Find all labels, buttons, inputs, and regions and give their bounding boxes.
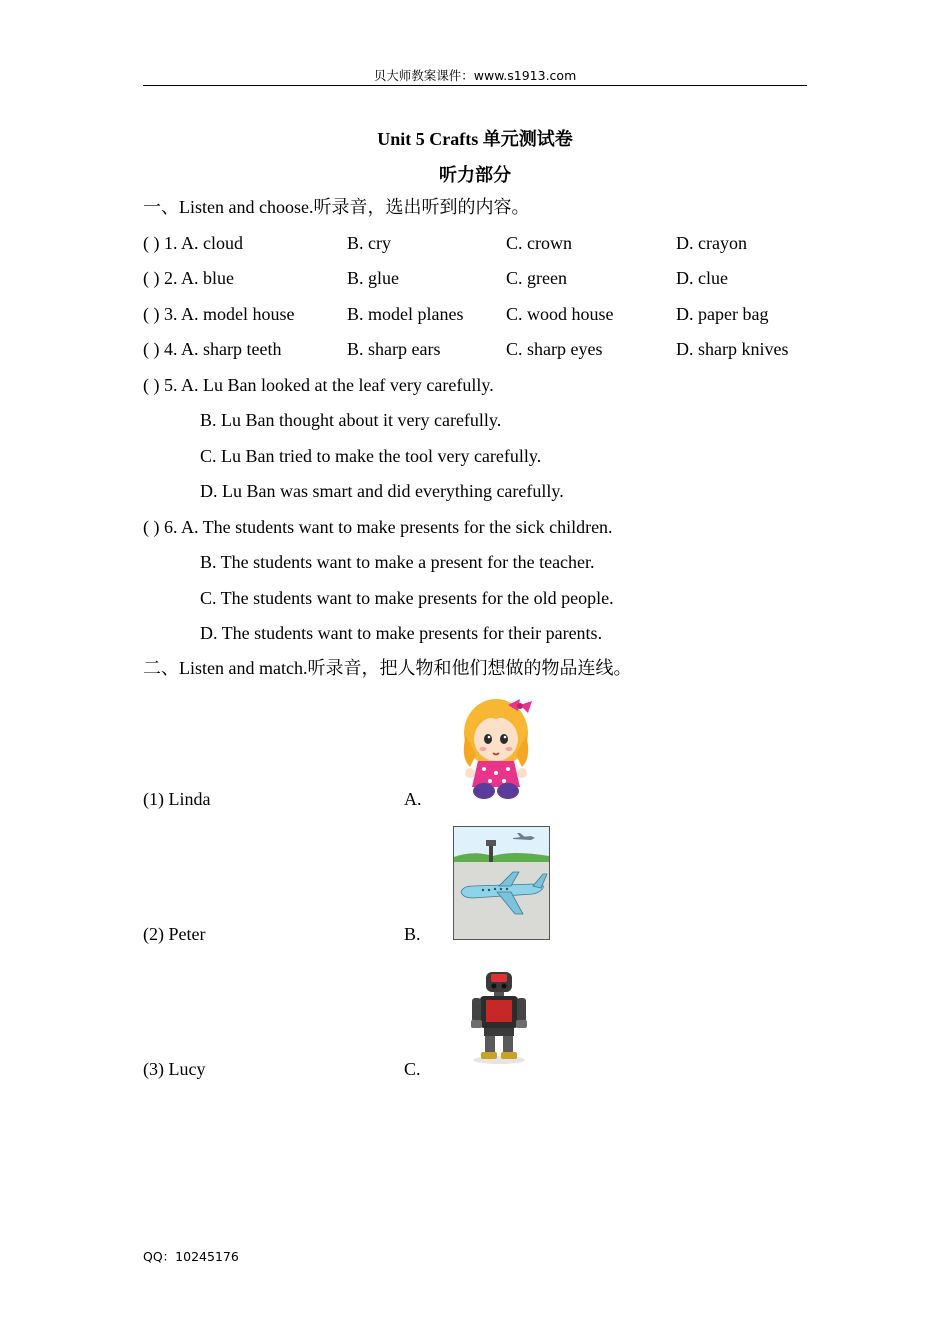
question-3-option-c: C. wood house — [506, 304, 614, 324]
question-5-option-d: D. Lu Ban was smart and did everything carefully. — [200, 481, 564, 501]
page-title: Unit 5 Crafts 单元测试卷 — [377, 129, 573, 149]
match-person-peter: (2) Peter — [143, 924, 206, 944]
question-5-option-a: ( ) 5. A. Lu Ban looked at the leaf very carefully. — [143, 375, 494, 395]
question-1-option-a: ( ) 1. A. cloud — [143, 233, 243, 253]
match-letter-a: A. — [404, 789, 422, 809]
question-1-option-d: D. crayon — [676, 233, 747, 253]
question-6-option-d: D. The students want to make presents for their parents. — [200, 623, 603, 643]
question-2-option-a: ( ) 2. A. blue — [143, 268, 234, 288]
question-5-option-b: B. Lu Ban thought about it very carefully. — [200, 410, 502, 430]
page-subtitle: 听力部分 — [439, 165, 511, 185]
question-1-option-c: C. crown — [506, 233, 572, 253]
question-3-option-b: B. model planes — [347, 304, 464, 324]
question-6-option-c: C. The students want to make presents for the old people. — [200, 588, 614, 608]
header-text: 贝大师教案课件：www.s1913.com — [373, 68, 577, 83]
question-4-option-d: D. sharp knives — [676, 339, 789, 359]
section2-heading: 二、Listen and match.听录音，把人物和他们想做的物品连线。 — [143, 658, 632, 678]
question-3-option-d: D. paper bag — [676, 304, 769, 324]
robot-picture — [468, 968, 530, 1066]
match-letter-c: C. — [404, 1059, 421, 1079]
question-2-option-c: C. green — [506, 268, 567, 288]
question-5-option-c: C. Lu Ban tried to make the tool very carefully. — [200, 446, 542, 466]
header-divider — [143, 85, 807, 86]
question-1-option-b: B. cry — [347, 233, 391, 253]
question-6-option-a: ( ) 6. A. The students want to make presents for the sick children. — [143, 517, 613, 537]
question-4-option-b: B. sharp ears — [347, 339, 441, 359]
doll-picture — [458, 695, 534, 799]
match-person-linda: (1) Linda — [143, 789, 211, 809]
question-4-option-c: C. sharp eyes — [506, 339, 603, 359]
question-4-option-a: ( ) 4. A. sharp teeth — [143, 339, 282, 359]
footer-text: QQ：10245176 — [143, 1249, 239, 1264]
question-2-option-b: B. glue — [347, 268, 399, 288]
match-letter-b: B. — [404, 924, 421, 944]
question-6-option-b: B. The students want to make a present for the teacher. — [200, 552, 595, 572]
question-3-option-a: ( ) 3. A. model house — [143, 304, 295, 324]
match-person-lucy: (3) Lucy — [143, 1059, 206, 1079]
section1-heading: 一、Listen and choose.听录音，选出听到的内容。 — [143, 197, 530, 217]
airplane-picture — [453, 826, 550, 940]
question-2-option-d: D. clue — [676, 268, 728, 288]
